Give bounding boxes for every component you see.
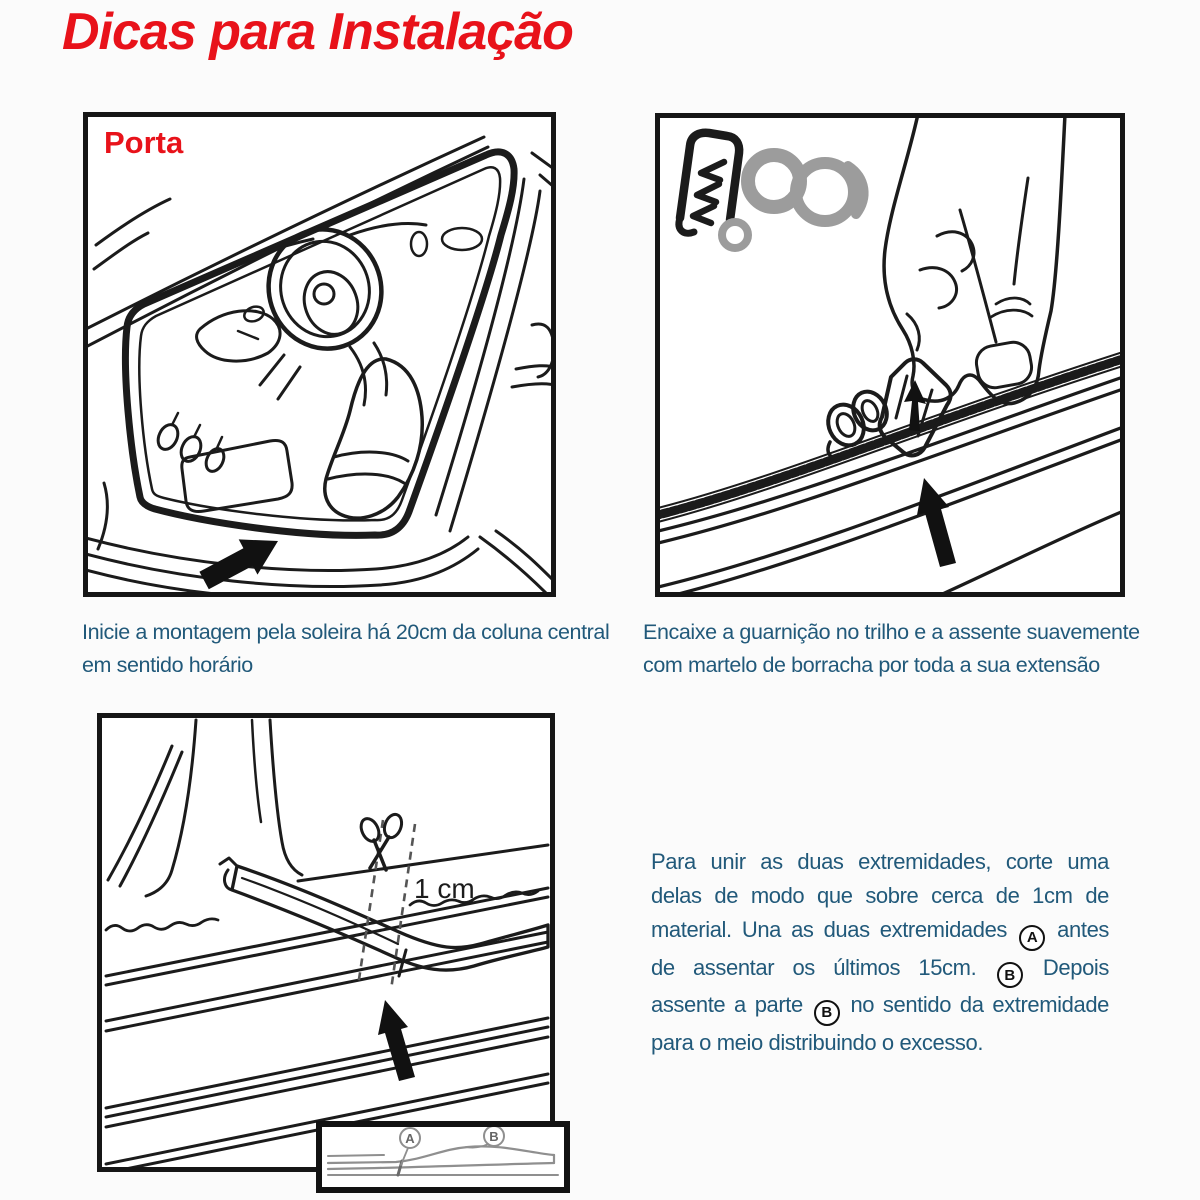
circled-letter-badge: A: [1019, 925, 1045, 951]
seal-cross-section-icon: [679, 133, 739, 233]
inset-label-b: B: [489, 1129, 499, 1144]
caption-door: Inicie a montagem pela soleira há 20cm da coluna central em sentido horário: [82, 620, 610, 677]
page-title: Dicas para Instalação: [62, 3, 573, 61]
inset-joint-detail: [316, 1121, 570, 1193]
inset-label-a: A: [405, 1131, 415, 1146]
car-door-illustration: [88, 117, 551, 592]
hand-pressing-seal-illustration: [660, 118, 1120, 592]
sill-cutting-illustration: [102, 718, 550, 1167]
circled-letter-badge: B: [814, 1000, 840, 1026]
seal-profile-gray-icon: [722, 155, 864, 248]
thumbnail: [974, 340, 1034, 391]
caption-seal-fitting: Encaixe a guarnição no trilho e a assente suavemente com martelo de borracha por toda a sua extensão: [643, 620, 1140, 677]
panel-seal-fitting: [655, 113, 1125, 597]
circled-letter-badge: B: [997, 962, 1023, 988]
joint-detail-illustration: [322, 1127, 564, 1187]
panel-door: [83, 112, 556, 597]
cut-measure-label: 1 cm: [414, 873, 475, 904]
door-label: Porta: [104, 125, 184, 160]
direction-arrow-icon: [378, 1000, 415, 1081]
panel-cutting: [97, 713, 555, 1172]
seal-strip: [220, 858, 548, 976]
joining-instructions: Para unir as duas extremidades, corte uma delas de modo que sobre cerca de 1cm de material. Una as duas extremidades A antes de assentar os últimos 15cm. B Depois assente a parte B no sentido da extremidade para o meio distribuindo o excesso.: [651, 849, 1110, 1055]
